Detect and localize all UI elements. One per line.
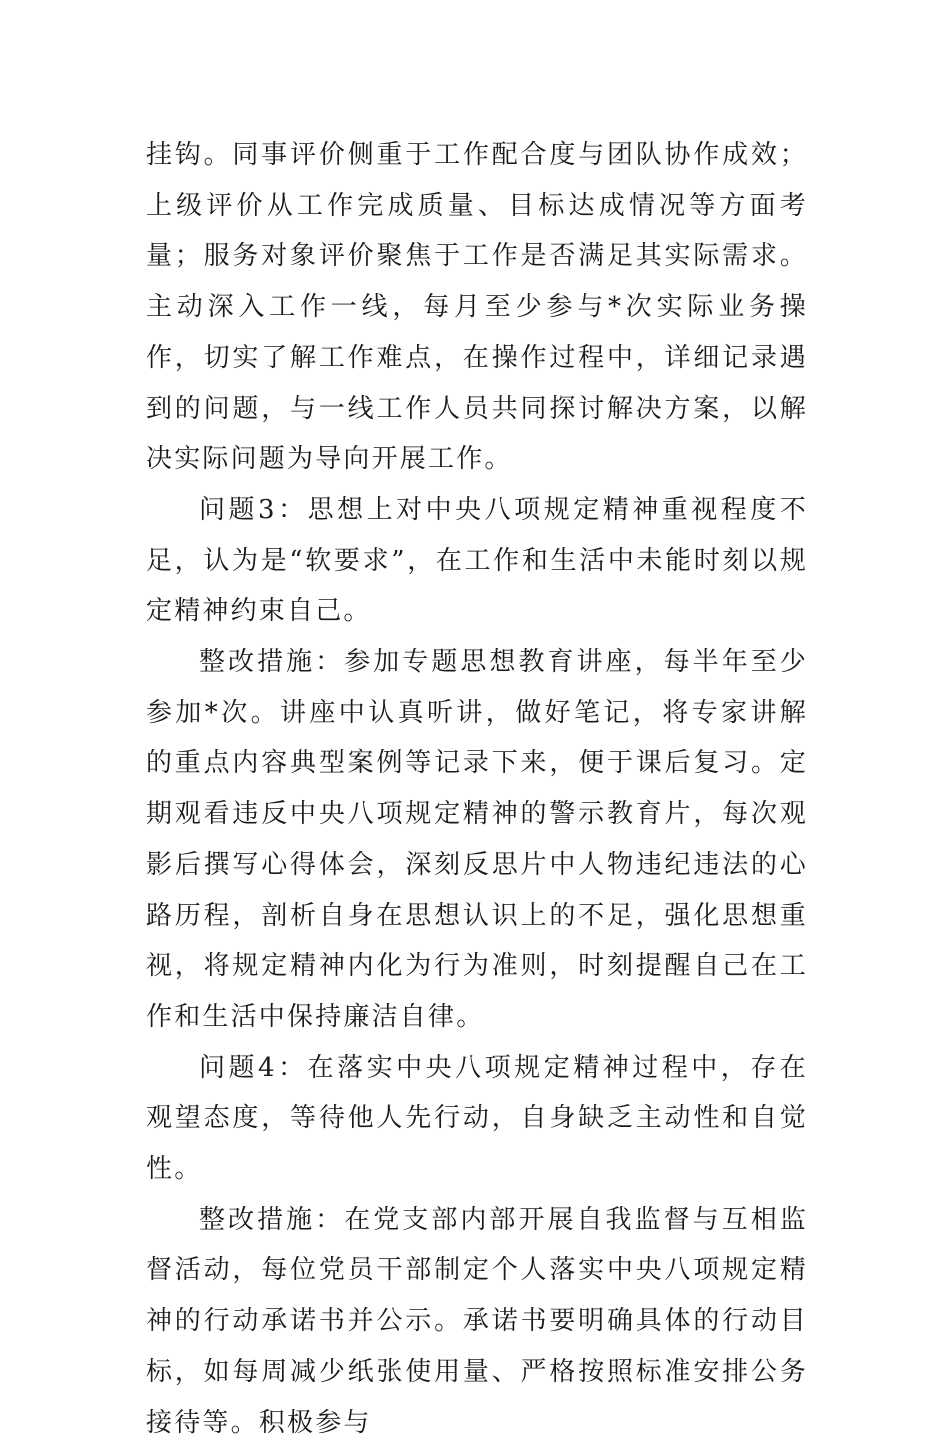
document-body [146, 130, 808, 1448]
paragraph-measures-4: 整改措施：在党支部内部开展自我监督与互相监督活动，每位党员干部制定个人落实中央八项规定精神的行动承诺书并公示。承诺书要明确具体的行动目标，如每周减少纸张使用量、严格按照标准安排公务接待等。积极参与 [146, 1204, 808, 1438]
paragraph-continuation: 挂钩。同事评价侧重于工作配合度与团队协作成效；上级评价从工作完成质量、目标达成情况等方面考量；服务对象评价聚焦于工作是否满足其实际需求。主动深入工作一线，每月至少参与*次实际业务操作，切实了解工作难点，在操作过程中，详细记录遇到的问题，与一线工作人员共同探讨解决方案，以解决实际问题为导向开展工作。 [146, 140, 808, 475]
paragraph-measures-3: 整改措施：参加专题思想教育讲座，每半年至少参加*次。讲座中认真听讲，做好笔记，将专家讲解的重点内容典型案例等记录下来，便于课后复习。定期观看违反中央八项规定精神的警示教育片，每次观影后撰写心得体会，深刻反思片中人物违纪违法的心路历程，剖析自身在思想认识上的不足，强化思想重视，将规定精神内化为行为准则，时刻提醒自己在工作和生活中保持廉洁自律。 [146, 647, 808, 1032]
paragraph-problem-4: 问题4：在落实中央八项规定精神过程中，存在观望态度，等待他人先行动，自身缺乏主动性和自觉性。 [146, 1052, 808, 1185]
paragraph-problem-3: 问题3：思想上对中央八项规定精神重视程度不足，认为是“软要求”，在工作和生活中未能时刻以规定精神约束自己。 [146, 494, 808, 627]
